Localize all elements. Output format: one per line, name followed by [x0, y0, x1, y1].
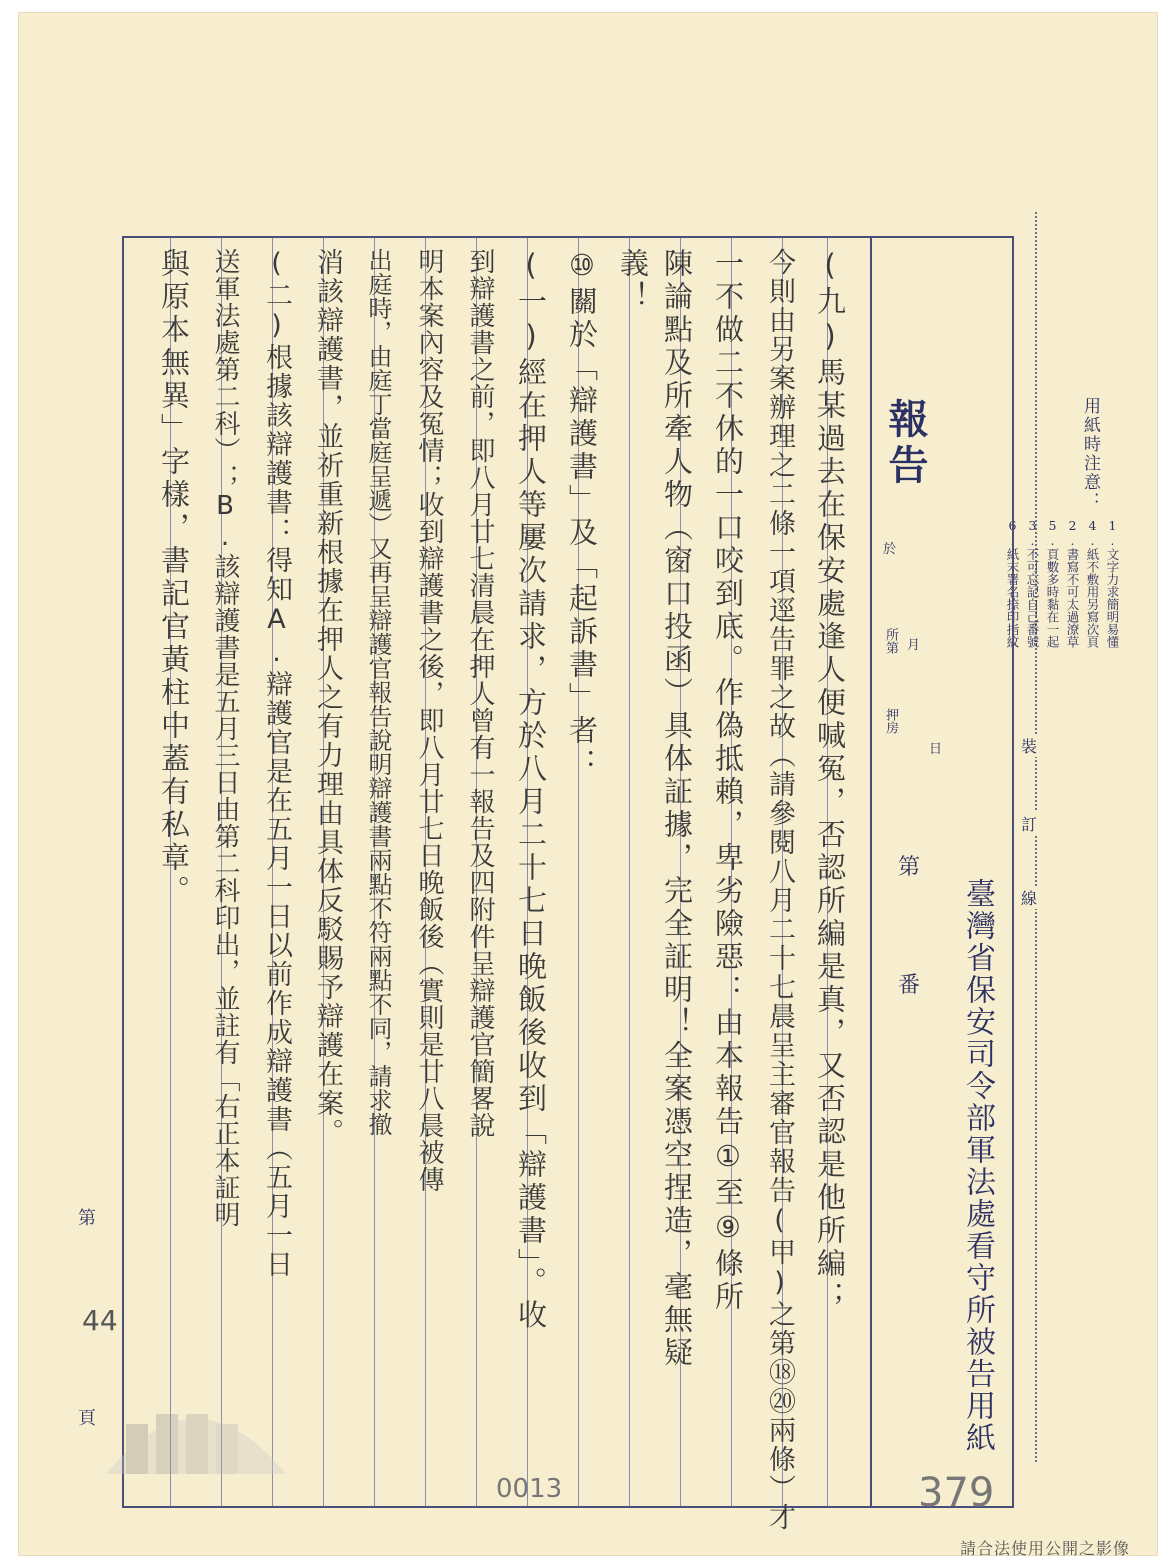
label-fan: 番: [897, 973, 920, 998]
text-column-1: (九)馬某過去在保安處逢人便喊冤，否認所編是真，又否認是他所編；: [813, 248, 847, 1314]
note-5: 5.頁數多時黏在一起: [1045, 518, 1060, 648]
note-6: 6.紙末署名捺印指紋: [1005, 518, 1020, 648]
text-column-3: 一不做二不休的一口咬到底。作偽抵賴，卑劣險惡：由本報告①至⑨條所: [711, 248, 745, 1314]
usage-notes: [1005, 518, 1120, 898]
note-3: 3.不可忘記自己番號: [1025, 518, 1040, 648]
note-2: 2.書寫不可太過潦草: [1065, 518, 1080, 648]
text-column-9: 明本案內容及冤情；收到辯護書之後，即八月廿七日晚飯後（實則是廿八晨被傳: [414, 248, 444, 1193]
text-column-2: 今則由另案辦理之二條一項逕告罪之故（請參閱八月二十七晨呈主審官報告(甲)之第⑱⑳兩條）才: [764, 248, 795, 1532]
archive-usage-notice: 請合法使用公開之影像: [960, 1539, 1131, 1558]
text-column-5: 義！: [616, 248, 650, 314]
label-yu: 於: [882, 542, 896, 557]
archive-logo-icon: [106, 1384, 286, 1484]
text-column-11: 消該辯護書，並祈重新根據在押人之有力理由具体反駁賜予辯護在案。: [312, 248, 343, 1147]
text-column-13: 送軍法處第二科）；B.該辯護書是五月三日由第二科印出，並註有「右正本証明: [210, 248, 240, 1228]
page-label-di: 第: [78, 1208, 96, 1229]
text-column-10: 出庭時，由庭丁當庭呈遞）又再呈辯護官報告說明辯護書兩點不符兩點不同，請求撤: [364, 248, 392, 1136]
document-sheet: [18, 12, 1158, 1556]
notes-title: 用紙時注意：: [1080, 397, 1100, 511]
page-label-ye: 頁: [78, 1408, 96, 1429]
text-column-8: 到辯護書之前，即八月廿七清晨在押人曾有一報告及四附件呈辯護官簡畧說: [465, 248, 495, 1139]
text-column-7: (一)經在押人等屢次請求，方於八月二十七日晚飯後收到「辯護書」。收: [514, 248, 548, 1333]
note-4: 4.紙不敷用另寫次頁: [1085, 518, 1100, 648]
label-yue: 月: [906, 638, 920, 653]
binding-mark-zhuang: 裝: [1021, 734, 1037, 757]
form-title: 臺灣省保安司令部軍法處看守所被告用紙: [960, 878, 995, 1454]
label-yafang: 押房: [883, 708, 898, 734]
label-di: 第: [897, 855, 920, 880]
text-column-6: ⑩關於「辯護書」及「起訴書」者：: [565, 248, 599, 781]
note-1: 1.文字力求簡明易懂: [1105, 518, 1120, 648]
binding-mark-xian: 線: [1021, 886, 1037, 909]
report-title: 報告: [882, 398, 929, 490]
label-ri: 日: [928, 742, 942, 757]
page-number: 44: [82, 1304, 118, 1337]
form-header-column: [870, 238, 1012, 1506]
pencil-mark-right: 379: [918, 1470, 995, 1516]
text-column-12: (二)根據該辯護書：得知A.辯護官是在五月一日以前作成辯護書（五月一日: [261, 248, 292, 1279]
label-suo: 所第: [883, 628, 898, 654]
text-column-14: 與原本無異」字樣，書記官黃柱中蓋有私章。: [157, 248, 191, 908]
text-column-4: 陳論點及所牽人物（窗口投函）具体証據，完全証明！全案憑空捏造，毫無疑: [660, 248, 694, 1370]
binding-mark-ding: 訂: [1021, 812, 1037, 835]
pencil-mark-left: 0013: [496, 1474, 563, 1504]
